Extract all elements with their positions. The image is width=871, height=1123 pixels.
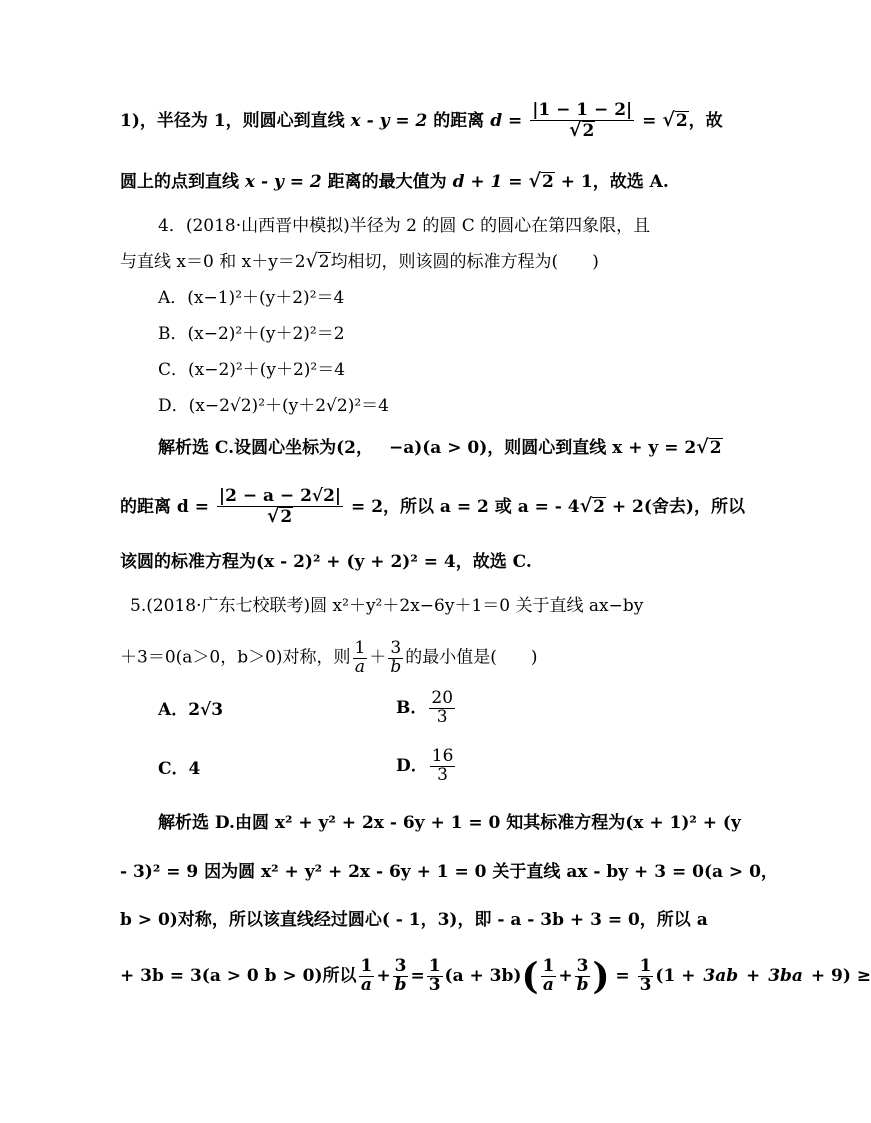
solution5-line1: 解析选 D.由圆 x² + y² + 2x - 6y + 1 = 0 知其标准方程为(x + 1)² + (y — [158, 813, 741, 833]
fraction-denominator: a — [791, 965, 803, 986]
solution4-line2 — [120, 488, 745, 527]
plus: ＋ — [369, 647, 387, 668]
fraction-denominator: a — [542, 975, 554, 996]
text: + 2(舍去)，所以 — [605, 496, 745, 517]
sqrt-radicand: 2 — [318, 252, 330, 272]
fraction-numerator: 16 — [431, 746, 454, 766]
text: 均相切，则该圆的标准方程为( ) — [330, 252, 599, 272]
question4-option-d: D．(x−2√2)²＋(y＋2√2)²＝4 — [158, 396, 389, 416]
text: 的距离 d = — [120, 496, 215, 517]
fraction — [427, 958, 443, 995]
fraction-3-over-b — [388, 640, 403, 676]
solution5-line4: + 3b = 3(a > 0 b > 0)所以 $\frac{1}{a}$ + $\frac{3}{b}$ = $\frac{1}{3}$ (a + 3b)( $\frac{1}{a}$ + $\frac{3}{b}$) = $\frac{1}{3}$ (1 + 3ab + 3ba + 9) ≥ — [120, 955, 871, 998]
option-label: D． — [396, 755, 428, 776]
fraction — [393, 958, 409, 994]
text: = 2，所以 a = 2 或 a = - 4 — [345, 496, 580, 517]
expression: d + 1 = — [452, 172, 529, 192]
fraction-numerator: 3a — [703, 965, 727, 986]
sqrt-radicand: 2 — [709, 438, 722, 458]
text: ＋3＝0(a＞0，b＞0)对称，则 — [120, 647, 351, 668]
text: 1)，半径为 1，则圆心到直线 — [120, 110, 351, 131]
fraction — [359, 958, 375, 994]
fraction — [703, 965, 739, 986]
paren-close: ) — [592, 955, 610, 998]
text: 与直线 x＝0 和 x＋y＝2 — [120, 252, 306, 272]
text: 圆上的点到直线 — [120, 172, 245, 192]
fraction — [541, 958, 557, 994]
text: 距离的最大值为 — [321, 172, 453, 192]
text: (1 + — [655, 965, 702, 986]
question4-line1: 4．(2018·山西晋中模拟)半径为 2 的圆 C 的圆心在第四象限，且 — [158, 216, 651, 236]
fraction-denominator: b — [390, 656, 402, 677]
fraction-numerator: |2 − a − 2√2| — [218, 486, 342, 506]
question4-option-b: B．(x−2)²＋(y＋2)²＝2 — [158, 324, 345, 344]
equals: = — [609, 965, 636, 986]
fraction-numerator: 1 — [542, 956, 555, 977]
text: + 3b = 3(a > 0 b > 0)所以 — [120, 965, 357, 986]
text: 解析选 C.设圆心坐标为(2， — [158, 438, 373, 458]
fraction-denominator: b — [394, 975, 407, 996]
option-d-fraction — [430, 748, 456, 785]
question4-option-a: A．(x−1)²＋(y＋2)²＝4 — [158, 288, 345, 308]
question5-line1: 5.(2018·广东七校联考)圆 x²＋y²＋2x−6y＋1＝0 关于直线 ax−by — [130, 596, 644, 616]
fraction — [638, 958, 654, 995]
sqrt-sign: √ — [662, 108, 675, 131]
solution3-line2 — [120, 172, 669, 191]
sqrt-radicand: 2 — [541, 172, 554, 192]
fraction-denominator: 3 — [436, 706, 448, 727]
sqrt-sign: √ — [579, 494, 593, 517]
solution4-line3: 该圆的标准方程为(x - 2)² + (y + 2)² = 4，故选 C. — [120, 552, 532, 572]
text: 的距离 — [427, 110, 491, 131]
sqrt-radicand: 2 — [280, 506, 293, 527]
equals: = — [410, 965, 425, 986]
equation: x - y = 2 — [350, 110, 428, 131]
text: −a)(a > 0)，则圆心到直线 x + y = 2 — [388, 438, 697, 458]
question5-line2 — [120, 640, 537, 676]
fraction-denominator: b — [726, 965, 739, 986]
text: (a + 3b) — [444, 965, 522, 986]
fraction-denominator: b — [576, 975, 589, 996]
text: 的最小值是( ) — [405, 647, 538, 668]
fraction-1-over-a — [353, 640, 368, 676]
sqrt-sign: √ — [528, 170, 541, 192]
fraction-denominator: 3 — [639, 974, 652, 995]
fraction — [768, 965, 803, 986]
fraction-denominator: a — [360, 975, 372, 996]
fraction-denominator: √2 — [266, 504, 293, 527]
sqrt-radicand: 2 — [593, 496, 605, 517]
fraction-denominator: √2 — [569, 118, 595, 141]
equation: x - y = 2 — [244, 172, 322, 192]
question5-option-c: C．4 — [158, 759, 201, 779]
solution4-line1 — [158, 438, 723, 457]
equals: = — [636, 110, 663, 131]
sqrt-sign: √ — [305, 250, 318, 272]
question4-line2 — [120, 252, 599, 271]
fraction-numerator: |1 − 1 − 2| — [532, 100, 633, 120]
fraction-numerator: 20 — [431, 688, 454, 708]
fraction-numerator: 3 — [576, 956, 589, 977]
plus: + — [376, 965, 391, 986]
paren-open: ( — [521, 955, 539, 998]
solution3-line1 — [120, 102, 723, 141]
fraction-denominator: a — [354, 656, 366, 677]
question5-option-a: A．2√3 — [158, 700, 224, 720]
fraction-denominator: 3 — [437, 764, 448, 785]
fraction-numerator: 1 — [354, 638, 366, 658]
fraction-numerator: 1 — [639, 956, 652, 976]
solution5-line3: b > 0)对称，所以该直线经过圆心( - 1，3)，即 - a - 3b + 3 = 0，所以 a — [120, 910, 708, 930]
solution5-line2: - 3)² = 9 因为圆 x² + y² + 2x - 6y + 1 = 0 关于直线 ax - by + 3 = 0(a > 0， — [120, 862, 778, 882]
fraction-numerator: 1 — [428, 956, 441, 976]
plus: + — [740, 965, 767, 986]
fraction-numerator: 3b — [768, 965, 792, 986]
option-b-fraction — [429, 690, 455, 727]
question5-option-d — [396, 748, 457, 785]
question4-option-c: C．(x−2)²＋(y＋2)²＝4 — [158, 360, 346, 380]
variable-d: d — [490, 110, 503, 131]
question5-option-b — [396, 690, 457, 727]
fraction-numerator: 3 — [394, 956, 407, 977]
option-label: B． — [396, 697, 428, 718]
fraction-numerator: 3 — [390, 638, 402, 658]
sqrt-sign: √ — [696, 436, 709, 458]
text: ，故 — [688, 110, 723, 131]
text: + 1，故选 A. — [554, 172, 669, 192]
sqrt-radicand: 2 — [675, 110, 688, 131]
distance-fraction — [530, 102, 634, 141]
fraction-denominator: 3 — [428, 974, 441, 995]
fraction-numerator: 1 — [360, 956, 373, 977]
equals: = — [502, 110, 529, 131]
sqrt-radicand: 2 — [582, 120, 595, 141]
distance-fraction — [217, 488, 343, 527]
text: + 9) ≥ — [804, 965, 871, 986]
fraction — [575, 958, 591, 994]
